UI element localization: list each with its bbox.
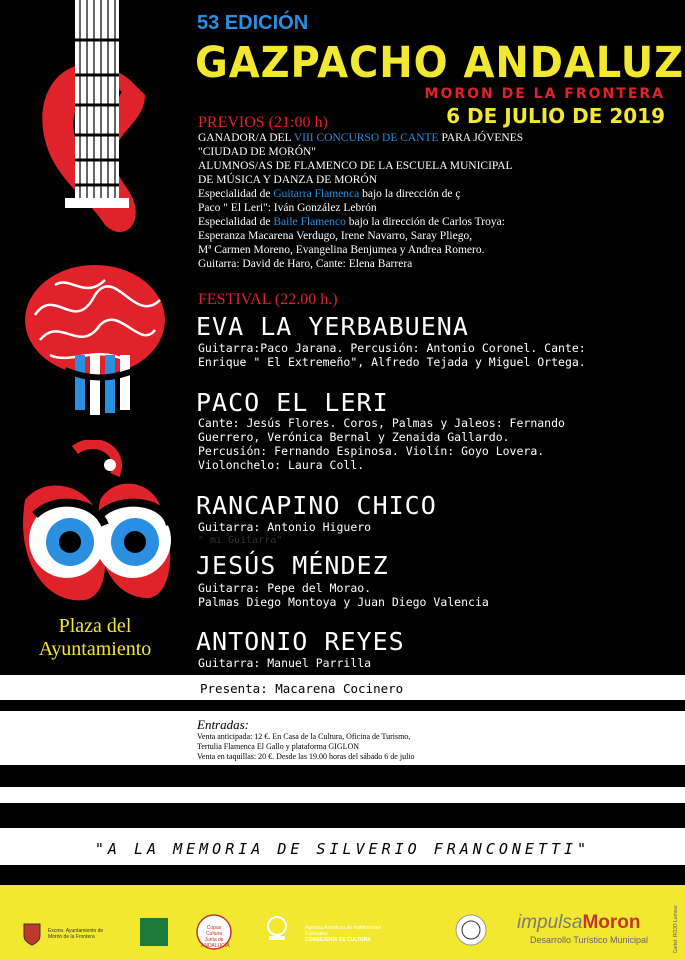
artist-name: EVA LA YERBABUENA xyxy=(196,312,469,341)
artist-name: PACO EL LERI xyxy=(196,388,389,417)
previos-line: DE MÚSICA Y DANZA DE MORÓN xyxy=(198,174,378,186)
event-date: 6 DE JULIO DE 2019 xyxy=(446,104,665,128)
artist-name: ANTONIO REYES xyxy=(196,627,405,656)
artist-name: RANCAPINO CHICO xyxy=(196,491,437,520)
tickets-title: Entradas: xyxy=(197,717,249,732)
event-title: GAZPACHO ANDALUZ xyxy=(195,38,685,88)
artist-credits: Guitarra: Manuel Parrilla xyxy=(198,656,372,670)
previos-line: Especialidad de Baile Flamenco bajo la dirección de Carlos Troya: xyxy=(198,216,505,228)
guitar-ear-illustration xyxy=(20,0,190,240)
artist-credits: Guitarra:Paco Jarana. Percusión: Antonio Coronel. Cante: Enrique " El Extremeño", Alfredo Tejada y Miguel Ortega. xyxy=(198,341,586,369)
memoria-dedication: "A LA MEMORIA DE SILVERIO FRANCONETTI" xyxy=(94,840,591,858)
venue: Plaza del Ayuntamiento xyxy=(38,615,152,660)
event-city: MORON DE LA FRONTERA xyxy=(424,86,665,102)
impulsa-moron-logo: impulsaMoron xyxy=(517,912,641,933)
edition-label: 53 EDICIÓN xyxy=(197,12,309,34)
previos-heading: PREVIOS (21:00 h) xyxy=(198,114,328,131)
festival-heading: FESTIVAL (22.00 h.) xyxy=(198,291,338,308)
ayuntamiento-crest-icon xyxy=(22,922,42,946)
previos-lines xyxy=(198,131,523,271)
round-sponsor-logo-icon xyxy=(455,914,487,946)
andalucia-green-logo-icon xyxy=(140,918,168,946)
artist-credits: Cante: Jesús Flores. Coros, Palmas y Jaleos: Fernando Guerrero, Verónica Bernal y Zenaida Gallardo. Percusión: Fernando Espinosa. Violín: Goyo Lovera. Violonchelo: Laura Coll. xyxy=(198,416,565,472)
copas-label: Copas Cultura Junta de ANDALUCÍA xyxy=(201,925,230,949)
agencia-label: Agencia Andaluza de Instituciones Culturales xyxy=(305,925,382,937)
previos-line: Esperanza Macarena Verdugo, Irene Navarro, Saray Pliego, xyxy=(198,230,473,242)
tickets-info: Venta anticipada: 12 €. En Casa de la Cultura, Oficina de Turismo, Tertulia Flamenca El Gallo y plataforma GIGLON Venta en taquillas: 20 €. Desde las 19.00 horas del sábado 6 de julio xyxy=(197,732,415,761)
junta-andalucia-logo-icon xyxy=(265,916,289,942)
previos-line: ALUMNOS/AS DE FLAMENCO DE LA ESCUELA MUNICIPAL xyxy=(198,160,513,172)
castanet-eyes-illustration xyxy=(15,440,175,610)
ayuntamiento-label: Excmo. Ayuntamiento de Morón de la Frontera xyxy=(48,928,104,940)
previos-line: Guitarra: David de Haro, Cante: Elena Barrera xyxy=(198,258,413,270)
previos-line: GANADOR/A DEL VIII CONCURSO DE CANTE PARA JÓVENES xyxy=(198,132,524,144)
consejeria-label: CONSEJERÍA DE CULTURA xyxy=(305,937,371,943)
previos-line: Especialidad de Guitarra Flamenca bajo la dirección de ç xyxy=(198,188,461,200)
impulsa-subtitle: Desarrollo Turístico Municipal xyxy=(530,935,649,945)
presenter: Presenta: Macarena Cocinero xyxy=(200,681,404,696)
artist-name: JESÚS MÉNDEZ xyxy=(196,551,389,580)
faded-note: " mi Guitarra" xyxy=(198,535,283,546)
artist-credits: Guitarra: Pepe del Morao. Palmas Diego Montoya y Juan Diego Valencia xyxy=(198,581,489,609)
previos-line: Mª Carmen Moreno, Evangelina Benjumea y Andrea Romero. xyxy=(198,244,485,256)
previos-line: "CIUDAD DE MORÓN" xyxy=(198,146,316,158)
brain-fork-illustration xyxy=(25,255,175,425)
stripe xyxy=(0,787,685,803)
previos-line: Paco " El Leri": Iván González Lebrón xyxy=(198,202,377,214)
artist-credits: Guitarra: Antonio Higuero xyxy=(198,520,372,534)
design-credit: Cartel: ROJO Lamour xyxy=(673,905,679,954)
